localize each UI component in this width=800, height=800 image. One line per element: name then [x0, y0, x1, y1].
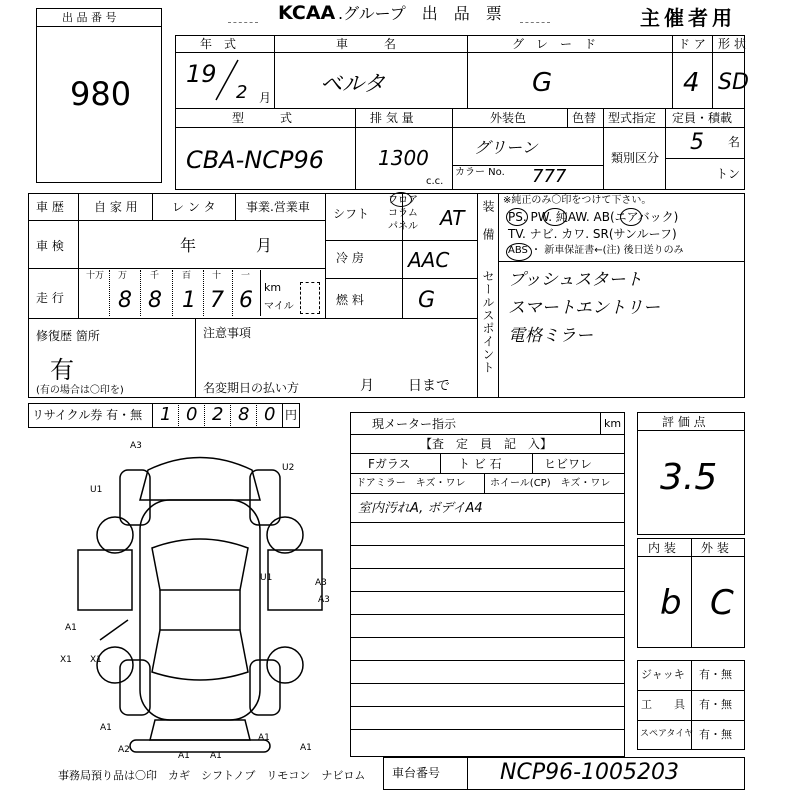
recycle-digit-1: 1	[160, 404, 172, 425]
sales-point-1: プッシュスタート	[508, 270, 643, 290]
ps-circle	[506, 208, 528, 226]
body-value: SD	[718, 70, 749, 95]
colorno-label: カラー No.	[455, 167, 505, 178]
shift-option-column: コラム	[388, 208, 418, 219]
katashiki-label: 型式指定	[608, 111, 657, 125]
mark-a1-b1: A1	[178, 751, 190, 760]
chassis-number: NCP96-1005203	[500, 760, 679, 785]
capacity-label: 定員・積載	[672, 111, 733, 125]
notes-label: 注意事項	[203, 326, 252, 340]
mileage-digit-1k: 8	[148, 288, 162, 313]
score-label: 評 価 点	[662, 415, 706, 429]
equipment-line1: PS. PW. 純AW. AB(エアバック)	[508, 210, 679, 224]
repair-note: (有の場合は〇印を)	[36, 385, 124, 396]
color-value: グリーン	[474, 138, 538, 157]
form-title: .グループ 出 品 票	[338, 4, 502, 23]
recycle-unit: 円	[285, 408, 298, 422]
name-label: 車 名	[336, 37, 397, 51]
inspection-year: 年	[180, 236, 197, 255]
month-value: 2	[236, 82, 248, 103]
digit-label-100: 百	[182, 271, 192, 281]
deposit-items: 事務局預り品は〇印 カギ シフトノブ リモコン ナビロム	[58, 769, 366, 782]
repair-value: 有	[50, 356, 74, 384]
car-damage-diagram	[60, 440, 340, 760]
mark-a3-top: A3	[130, 441, 142, 451]
accessory-jack-label: ジャッキ	[641, 668, 685, 681]
crack-label: ヒビワレ	[544, 457, 593, 471]
ton-unit: トン	[716, 167, 741, 181]
digit-label-100k: 十万	[86, 271, 105, 281]
mileage-digit-100: 1	[182, 288, 196, 313]
interior-score: b	[660, 583, 682, 623]
accessory-spare-value: 有・無	[699, 728, 732, 741]
brand-logo: KCAA	[278, 2, 336, 24]
year-label: 年 式	[200, 37, 237, 51]
recycle-digit-3: 2	[212, 404, 224, 425]
mile-check-box[interactable]	[300, 282, 320, 314]
accessory-tools-label: 工 具	[641, 698, 685, 711]
recycle-digit-2: 0	[186, 404, 198, 425]
equipment-line3: ABS ・ 新車保証書←(注) 後日送りのみ	[508, 245, 684, 256]
chip-label: ト ビ 石	[458, 457, 502, 471]
role-label: 主催者用	[640, 6, 736, 30]
recycle-label: リサイクル券 有・無	[32, 408, 143, 422]
equipment-label: 装 備	[481, 200, 495, 246]
chassis-label: 車台番号	[392, 766, 441, 780]
accessory-tools-value: 有・無	[699, 698, 732, 711]
mile-unit: マイル	[264, 301, 294, 312]
meter-label: 現メーター指示	[372, 417, 457, 431]
inspector-remark: 室内汚れA, ボデイA4	[358, 501, 483, 516]
accessory-spare-label: スペアタイヤ	[640, 729, 694, 739]
sales-point-2: スマートエントリー	[508, 298, 660, 318]
shift-option-panel: パネル	[388, 221, 418, 232]
mark-x1-1: X1	[60, 655, 72, 665]
door-label: ド ア	[678, 37, 706, 51]
deadline-day: 日まで	[408, 378, 450, 394]
km-unit: km	[264, 281, 282, 294]
exterior-score: C	[710, 583, 734, 623]
pw-circle	[543, 208, 567, 226]
digit-label-10k: 万	[118, 271, 128, 281]
year-value: 19	[186, 60, 217, 88]
recycle-digit-4: 8	[238, 404, 250, 425]
car-name-value: ベルタ	[320, 72, 386, 97]
recolor-label: 色替	[572, 111, 597, 125]
mirror-label: ドアミラー キズ・ワレ	[356, 478, 466, 489]
score-value: 3.5	[660, 457, 718, 498]
capacity-unit: 名	[728, 135, 741, 149]
deadline-month: 月	[360, 378, 374, 394]
mark-u1-left: U1	[90, 485, 103, 495]
shift-circle-mark	[390, 192, 412, 207]
equipment-line2: TV. ナビ. カワ. SR(サンルーフ)	[508, 227, 677, 241]
mark-a1-br: A1	[258, 733, 270, 743]
recycle-digit-5: 0	[264, 404, 276, 425]
model-label: 型 式	[232, 111, 293, 125]
mark-x1-2: X1	[90, 655, 102, 665]
interior-label: 内 装	[648, 541, 676, 555]
capacity-value: 5	[690, 130, 704, 155]
glass-label: Fガラス	[368, 457, 411, 471]
cc-unit: c.c.	[426, 176, 444, 187]
inspector-title: 【査 定 員 記 入】	[420, 437, 553, 451]
inspection-month: 月	[256, 236, 273, 255]
mark-a2: A2	[118, 745, 130, 755]
model-value: CBA-NCP96	[186, 146, 325, 174]
body-label: 形 状	[718, 37, 746, 51]
color-label: 外装色	[490, 111, 527, 125]
door-value: 4	[683, 68, 700, 98]
class-label: 類別区分	[611, 151, 660, 165]
history-private: 自 家 用	[94, 200, 138, 214]
abs-circle	[506, 243, 532, 261]
digit-label-1k: 千	[150, 271, 160, 281]
sales-point-3: 電格ミラー	[508, 326, 593, 346]
inspection-label: 車 検	[36, 239, 64, 253]
mileage-label: 走 行	[36, 291, 64, 305]
repair-label: 修復歴 箇所	[36, 329, 100, 343]
mark-a1-bl: A1	[100, 723, 112, 733]
cc-value: 1300	[378, 146, 429, 170]
mileage-digit-10k: 8	[118, 288, 132, 313]
digit-label-10: 十	[212, 271, 222, 281]
shift-option-floor: フロア	[388, 195, 418, 206]
history-rental: レ ン タ	[172, 200, 216, 214]
mark-a3-right2: A3	[318, 595, 330, 605]
deadline-label: 名変期日の払い方	[203, 381, 300, 395]
mileage-digit-1: 6	[239, 288, 253, 313]
mark-u2: U2	[282, 463, 295, 473]
shift-label: シフト	[333, 207, 370, 221]
cc-label: 排 気 量	[370, 111, 414, 125]
month-unit: 月	[259, 91, 272, 105]
grade-label: グ レ ー ド	[512, 37, 597, 51]
meter-unit: km	[604, 417, 622, 430]
fuel-label: 燃 料	[336, 293, 364, 307]
accessory-jack-value: 有・無	[699, 668, 732, 681]
mark-a3-right1: A3	[315, 578, 327, 588]
sales-point-label: セールスポイント	[481, 270, 495, 374]
equipment-note: ※純正のみ〇印をつけて下さい。	[503, 195, 652, 206]
colorno-value: 777	[532, 166, 567, 187]
mark-u1-right: U1	[260, 573, 273, 583]
aircon-label: 冷 房	[336, 251, 364, 265]
history-commercial: 事業.営業車	[246, 200, 310, 214]
shift-value: AT	[440, 206, 465, 230]
mark-a1-b2: A1	[210, 751, 222, 760]
wheel-label: ホイール(CP) キズ・ワレ	[490, 478, 611, 489]
mark-a1-left: A1	[65, 623, 77, 633]
digit-label-1: 一	[241, 271, 251, 281]
lot-number: 980	[70, 75, 132, 113]
history-label: 車 歴	[36, 200, 64, 214]
fuel-value: G	[418, 288, 436, 313]
mileage-digit-10: 7	[210, 288, 224, 313]
aircon-value: AAC	[408, 248, 450, 272]
ab-circle	[620, 208, 642, 226]
mark-a1-br2: A1	[300, 743, 312, 753]
exterior-label: 外 装	[701, 541, 729, 555]
lot-label: 出 品 番 号	[62, 11, 117, 24]
grade-value: G	[532, 68, 553, 98]
